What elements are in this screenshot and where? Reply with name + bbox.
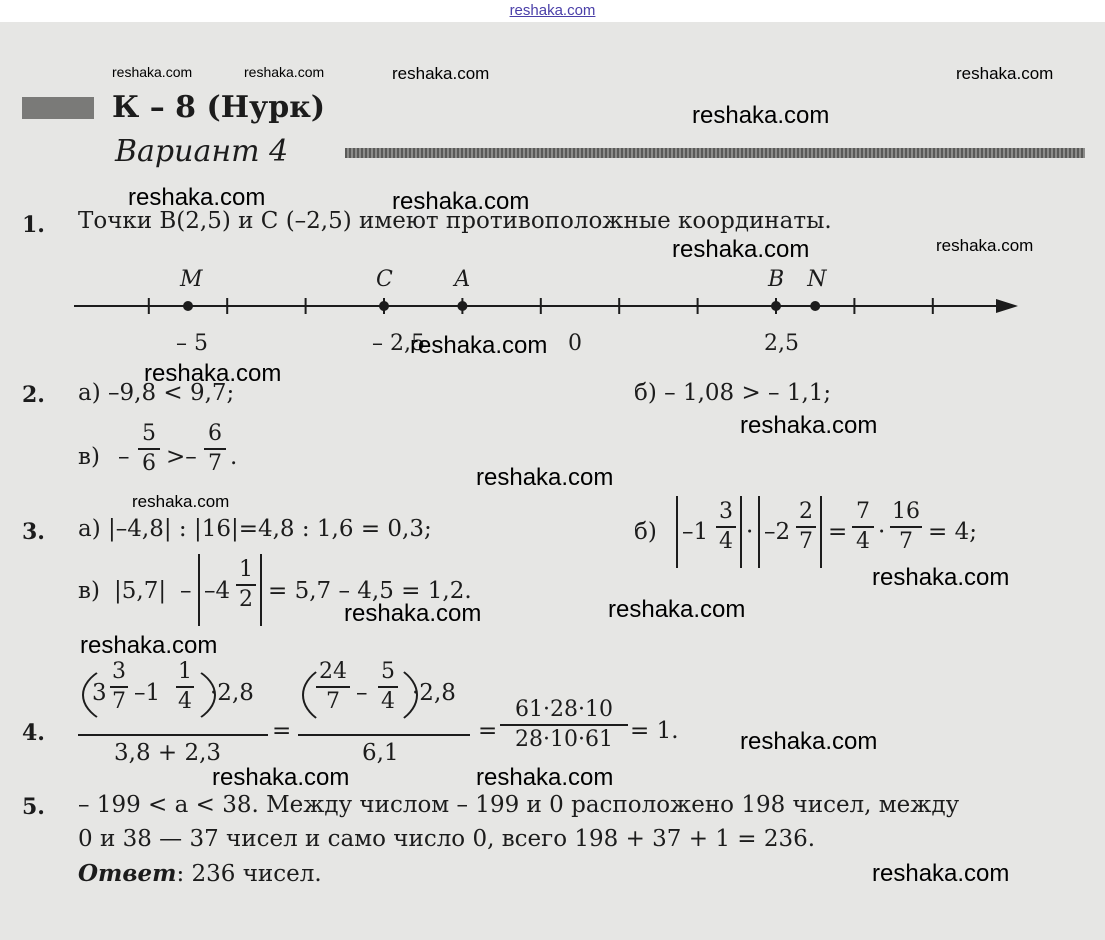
watermark: reshaka.com <box>410 332 548 359</box>
scanned-page <box>0 22 1105 940</box>
watermark: reshaka.com <box>212 764 350 791</box>
tick-label: – 2,5 <box>372 331 425 356</box>
watermark: reshaka.com <box>740 412 878 439</box>
point-label-M: M <box>180 267 203 292</box>
watermark: reshaka.com <box>692 102 830 129</box>
p4-den-1: 3,8 + 2,3 <box>114 740 222 766</box>
p4-eq-2: = <box>478 718 498 744</box>
watermark: reshaka.com <box>872 860 1010 887</box>
abs-bar <box>676 496 678 568</box>
problem-3v-label: в) <box>78 578 100 604</box>
point-B <box>771 301 781 311</box>
problem-2a: а) –9,8 < 9,7; <box>78 380 235 406</box>
abs-bar <box>198 554 200 626</box>
variant-title: Вариант 4 <box>115 134 289 169</box>
fraction-16-7: $\frac{16}{7}$ <box>892 499 920 554</box>
abs-bar <box>740 496 742 568</box>
abs-bar <box>758 496 760 568</box>
problem-3b-dot-2: · <box>878 519 886 545</box>
problem-5-line-1: – 199 < a < 38. Между числом – 199 и 0 расположено 198 чисел, между <box>78 792 960 818</box>
fraction-product: $\frac{61\cdot 28\cdot 10}{28\cdot 10\cdot 61}$ <box>500 696 628 754</box>
point-label-N: N <box>807 267 827 292</box>
point-label-A: A <box>454 267 471 292</box>
fraction-3-7: $\frac{3}{7}$ <box>112 659 126 714</box>
fraction-5-6: $\frac{5}{6}$ <box>138 420 160 478</box>
fraction-bar-1 <box>78 734 268 736</box>
site-link[interactable]: reshaka.com <box>509 2 596 19</box>
fraction-24-7: $\frac{24}{7}$ <box>316 658 350 716</box>
tick-label: – 5 <box>176 331 208 356</box>
problem-4-number: 4. <box>22 720 45 746</box>
problem-3b-whole-1: –1 <box>682 519 709 545</box>
fraction-6-7: $\frac{6}{7}$ <box>204 420 226 478</box>
number-line-arrow <box>996 299 1018 313</box>
watermark: reshaka.com <box>144 360 282 387</box>
problem-2-number: 2. <box>22 382 45 408</box>
watermark: reshaka.com <box>672 236 810 263</box>
problem-1-text: Точки B(2,5) и C (–2,5) имеют противоположные координаты. <box>78 208 832 234</box>
problem-3v-minus: – <box>180 578 192 604</box>
p4-whole-3: 3 <box>92 680 107 706</box>
problem-5-number: 5. <box>22 794 45 820</box>
problem-3b-dot: · <box>746 519 754 545</box>
watermark: reshaka.com <box>244 64 325 80</box>
header-rule <box>345 148 1085 158</box>
watermark: reshaka.com <box>112 64 193 80</box>
fraction-1-2: $\frac{1}{2}$ <box>236 556 256 614</box>
watermark: reshaka.com <box>132 492 230 511</box>
watermark: reshaka.com <box>80 632 218 659</box>
watermark: reshaka.com <box>344 600 482 627</box>
fraction-7-4: $\frac{7}{4}$ <box>852 498 874 556</box>
point-label-B: B <box>768 267 785 292</box>
abs-bar <box>820 496 822 568</box>
number-line <box>60 254 1040 364</box>
problem-2v-minus: – <box>118 444 130 470</box>
fraction-5-4: $\frac{5}{4}$ <box>378 658 398 716</box>
p4-mul-1: ·2,8 <box>210 680 254 706</box>
problem-2v-label: в) <box>78 444 100 470</box>
problem-5-answer: Ответ: 236 чисел. <box>78 860 322 887</box>
point-C <box>379 301 389 311</box>
fraction-3-4: $\frac{3}{4}$ <box>716 498 736 556</box>
problem-3a: а) |–4,8| : |16|=4,8 : 1,6 = 0,3; <box>78 516 432 542</box>
problem-3b-label: б) <box>634 519 657 545</box>
point-M <box>183 301 193 311</box>
p4-whole-1: –1 <box>134 680 161 706</box>
p4-tail: = 1. <box>630 718 679 744</box>
tick-label: 0 <box>568 331 582 356</box>
fraction-2-7: $\frac{2}{7}$ <box>796 498 816 556</box>
p4-den-2: 6,1 <box>362 740 399 766</box>
watermark: reshaka.com <box>392 188 530 215</box>
problem-3v-abs: |5,7| <box>114 578 167 604</box>
watermark: reshaka.com <box>476 464 614 491</box>
p4-mul-2: ·2,8 <box>412 680 456 706</box>
watermark: reshaka.com <box>872 564 1010 591</box>
page-title: К – 8 (Нурк) <box>112 90 326 125</box>
fraction-bar-2 <box>298 734 470 736</box>
p4-minus: – <box>356 680 368 706</box>
fraction-1-4: $\frac{1}{4}$ <box>178 659 192 714</box>
point-label-C: C <box>376 267 393 292</box>
problem-2v-tail: . <box>230 444 238 470</box>
problem-3b-tail: = 4; <box>928 519 977 545</box>
problem-3v-tail: = 5,7 – 4,5 = 1,2. <box>268 578 472 604</box>
header-bar-block <box>22 97 94 119</box>
problem-3b-eq: = <box>828 519 848 545</box>
problem-5-line-2: 0 и 38 — 37 чисел и само число 0, всего 198 + 37 + 1 = 236. <box>78 826 816 852</box>
point-A <box>457 301 467 311</box>
problem-3v-whole: –4 <box>204 578 231 604</box>
watermark: reshaka.com <box>476 764 614 791</box>
p4-eq-1: = <box>272 718 292 744</box>
problem-2v-relation: >– <box>166 444 197 470</box>
watermark: reshaka.com <box>740 728 878 755</box>
watermark: reshaka.com <box>608 596 746 623</box>
watermark: reshaka.com <box>936 236 1034 255</box>
problem-2b: б) – 1,08 > – 1,1; <box>634 380 832 406</box>
problem-3-number: 3. <box>22 519 45 545</box>
point-N <box>810 301 820 311</box>
watermark: reshaka.com <box>128 184 266 211</box>
watermark: reshaka.com <box>392 64 490 83</box>
abs-bar <box>260 554 262 626</box>
tick-label: 2,5 <box>764 331 799 356</box>
problem-3b-whole-2: –2 <box>764 519 791 545</box>
watermark: reshaka.com <box>956 64 1054 83</box>
problem-1-number: 1. <box>22 212 45 238</box>
